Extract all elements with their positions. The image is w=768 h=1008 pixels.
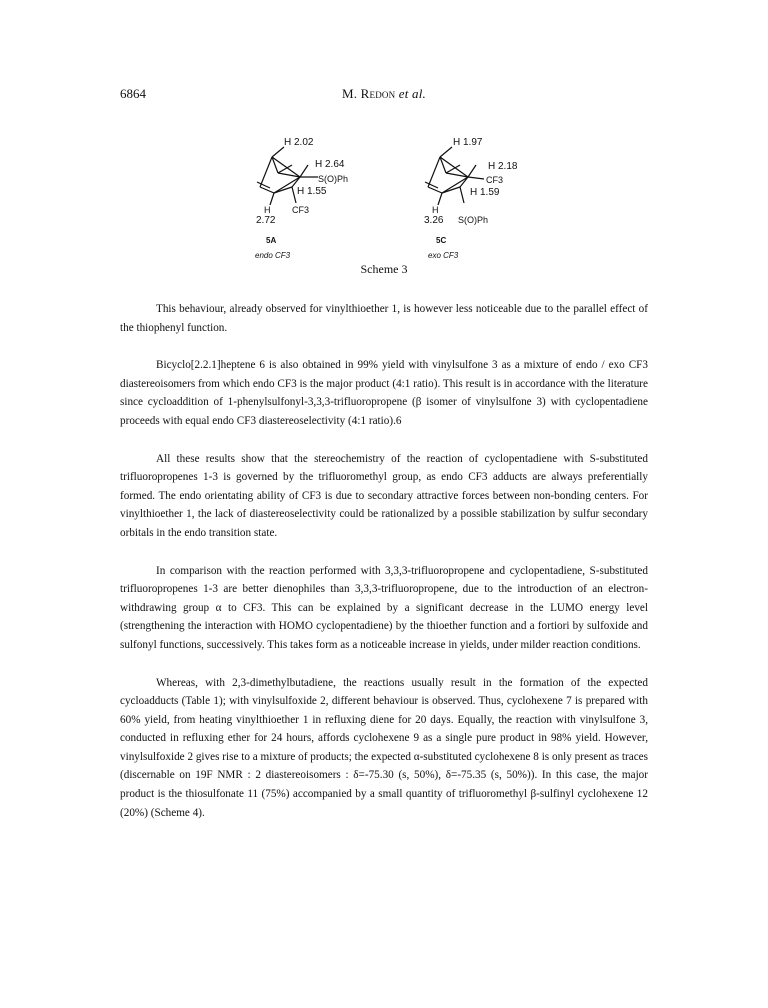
et-al: et al. bbox=[398, 86, 426, 101]
right-h-left: H bbox=[432, 205, 439, 215]
paragraph-1: This behaviour, already observed for vinylthioether 1, is however less noticeable due to the parallel effect of the thiophenyl function. bbox=[120, 303, 648, 334]
right-descriptor: exo CF3 bbox=[428, 251, 459, 260]
left-h-left-value: 2.72 bbox=[256, 215, 276, 226]
scheme-caption: Scheme 3 bbox=[360, 262, 408, 276]
left-descriptor: endo CF3 bbox=[255, 251, 291, 260]
page-header bbox=[0, 86, 768, 106]
running-head bbox=[0, 86, 768, 102]
right-h-bot: H 1.59 bbox=[470, 187, 500, 198]
author-surname: edon bbox=[369, 86, 396, 101]
paragraph-3: All these results show that the stereochemistry of the reaction of cyclopentadiene with S-substituted trifluoropropenes 1-3 is governed by the trifluoromethyl group, as endo CF3 adducts are always preferentially formed. The endo orientating ability of CF3 is due to secondary attractive forces between non-bonding centers. For vinylthioether 1, the lack of diastereoselectivity could be rationalized by a possible stabilization by sulfur secondary orbitals in the endo transition state. bbox=[120, 452, 648, 539]
right-h-left-value: 3.26 bbox=[424, 215, 444, 226]
left-h-left: H bbox=[264, 205, 271, 215]
right-cf3: CF3 bbox=[486, 175, 504, 185]
compound-5c-label: 5C bbox=[436, 236, 447, 245]
left-cf3: CF3 bbox=[292, 205, 310, 215]
scheme-structures bbox=[0, 125, 768, 265]
body-text bbox=[120, 300, 648, 841]
author-initial: M. R bbox=[342, 86, 370, 101]
paragraph-2: Bicyclo[2.2.1]heptene 6 is also obtained in 99% yield with vinylsulfone 3 as a mixture of endo / exo CF3 diastereoisomers from which endo CF3 is the major product (4:1 ratio). This result is in accordance with the literature since cycloaddition of 1-phenylsulfonyl-3,3,3-trifluoropropene (β isomer of vinylsulfone 3) with cyclopentadiene proceeds with equal endo CF3 diastereoselectivity (4:1 ratio).6 bbox=[120, 359, 648, 427]
right-h-top: H 1.97 bbox=[453, 137, 483, 148]
paragraph-4: In comparison with the reaction performed with 3,3,3-trifluoropropene and cyclopentadiene, S-substituted trifluoropropenes 1-3 are better dienophiles than 3,3,3-trifluoropropene, due to the introduction of an electron-withdrawing group α to CF3. This can be explained by a significant decrease in the LUMO energy level (strengthening the interaction with HOMO cyclopentadiene) by the thioether function and a fortiori by sulfoxide and sulfonyl functions, successively. This takes form as a noticeable increase in yields, under milder reaction conditions. bbox=[120, 564, 648, 651]
compound-5a-label: 5A bbox=[266, 236, 277, 245]
left-h-top: H 2.02 bbox=[284, 137, 314, 148]
left-h-bot: H 1.55 bbox=[297, 186, 327, 197]
right-sulfinyl: S(O)Ph bbox=[458, 215, 489, 225]
page-number: 6864 bbox=[120, 86, 146, 101]
scheme-3 bbox=[0, 125, 768, 285]
paragraph-5: Whereas, with 2,3-dimethylbutadiene, the reactions usually result in the formation of the expected cycloadducts (Table 1); with vinylsulfoxide 2, different behaviour is observed. Thus, cyclohexene 7 is prepared with 60% yield, from heating vinylthioether 1 in refluxing diene for 20 days. Equally, the reaction with vinylsulfone 3, conducted in refluxing ether for 24 hours, affords cyclohexene 9 as a single pure product in 98% yield. However, vinylsulfoxide 2 gives rise to a mixture of products; the expected α-substituted cyclohexene 8 is only present as traces (discernable on 19F NMR : 2 diastereoisomers : δ=-75.30 (s, 50%), δ=-75.35 (s, 50%)). In this case, the major product is the thiosulfonate 11 (75%) accompanied by a small quantity of trifluoromethyl β-sulfinyl cyclohexene 12 (20%) (Scheme 4). bbox=[120, 676, 648, 819]
left-h-mid: H 2.64 bbox=[315, 159, 345, 170]
left-sulfinyl: S(O)Ph bbox=[318, 174, 349, 184]
right-h-mid: H 2.18 bbox=[488, 161, 518, 172]
